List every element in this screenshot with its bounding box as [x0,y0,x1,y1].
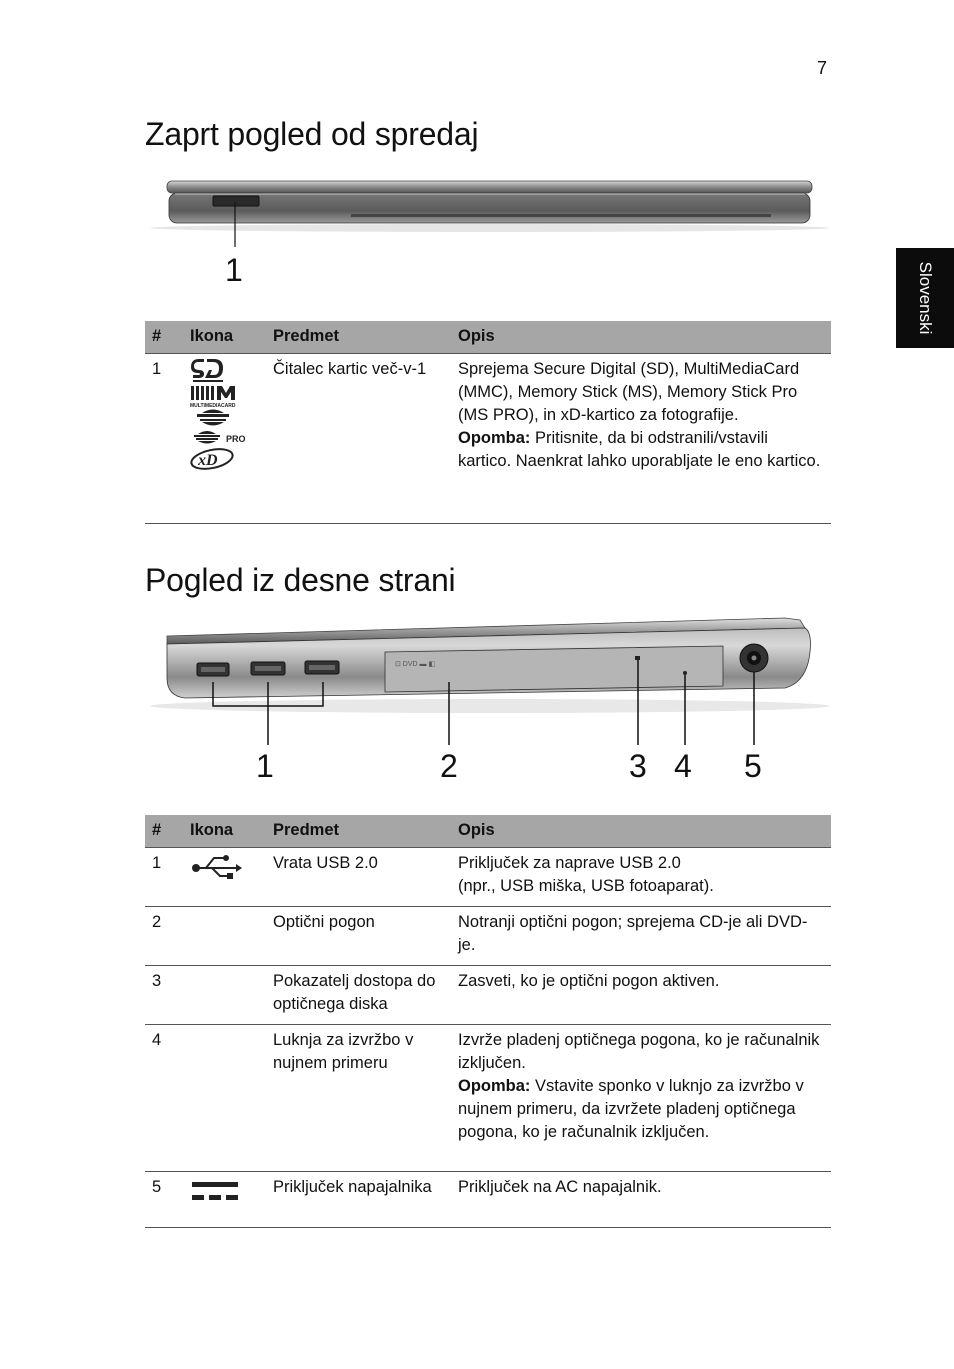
table-row [145,353,831,523]
card-reader-icons [190,358,250,470]
header-num: # [145,321,183,353]
xd-label: xD [198,451,218,469]
row-item: Pokazatelj dostopa do optičnega diska [266,965,451,1024]
row-icon [183,847,266,906]
header-desc: Opis [451,321,831,353]
note-text: Vstavite sponko v luknjo za izvržbo v nujnem primeru, da izvržete pladenj optičnega pogona, ko je računalnik izključen. [458,1076,804,1141]
desc-text: Izvrže pladenj optičnega pogona, ko je računalnik izključen. [458,1030,820,1072]
sd-card-icon [191,359,223,382]
row-num: 4 [145,1024,183,1171]
memory-stick-pro-icon [194,431,246,444]
row-num: 2 [145,906,183,965]
table-row [145,906,831,965]
note-text: Pritisnite, da bi odstranili/vstavili kartico. Naenkrat lahko uporabljate le eno kartico. [458,428,821,470]
front-view-illustration [145,170,830,290]
dc-power-port [740,644,768,672]
table-row [145,965,831,1024]
usb-icon [190,852,242,880]
row-icons [183,353,266,523]
row-num: 3 [145,965,183,1024]
header-icon: Ikona [183,815,266,847]
right-callout-5: 5 [744,748,762,784]
right-view-illustration [145,612,830,792]
section-title-right: Pogled iz desne strani [145,562,456,598]
right-callout-3: 3 [629,748,647,784]
svg-text:⊡ DVD ▬ ◧: ⊡ DVD ▬ ◧ [395,661,436,668]
memory-stick-icon [197,409,229,425]
optical-drive [385,646,723,692]
row-desc: Notranji optični pogon; sprejema CD-je ali DVD-je. [451,906,831,965]
table-row [145,1171,831,1227]
row-num: 1 [145,847,183,906]
desc-text: Sprejema Secure Digital (SD), MultiMediaCard (MMC), Memory Stick (MS), Memory Stick Pro (MS PRO), in xD-kartico za fotografije. [458,359,800,424]
row-desc: Zasveti, ko je optični pogon aktiven. [451,965,831,1024]
header-desc: Opis [451,815,831,847]
front-callout-1: 1 [225,252,243,288]
table-row [145,1024,831,1171]
front-view-figure [145,170,830,290]
usb-ports [197,661,339,676]
desc-line: Priključek za naprave USB 2.0 [458,853,681,872]
row-num: 5 [145,1171,183,1227]
row-item: Optični pogon [266,906,451,965]
page-number: 7 [817,58,828,78]
desc-line: (npr., USB miška, USB fotoaparat). [458,876,714,895]
right-view-table [145,815,831,1228]
row-item: Čitalec kartic več-v-1 [266,353,451,523]
right-callout-1: 1 [256,748,274,784]
note-label: Opomba: [458,1076,531,1095]
row-icon [183,1171,266,1227]
table-header-row [145,321,831,353]
row-desc [451,847,831,906]
header-item: Predmet [266,815,451,847]
table-row [145,847,831,906]
row-num: 1 [145,353,183,523]
row-desc [451,1024,831,1171]
ms-pro-label: PRO [226,433,246,444]
table-header-row [145,815,831,847]
row-icon [183,906,266,965]
right-callout-2: 2 [440,748,458,784]
row-icon [183,965,266,1024]
right-callout-4: 4 [674,748,692,784]
right-view-figure [145,612,830,792]
language-tab [896,248,954,348]
row-item: Vrata USB 2.0 [266,847,451,906]
header-icon: Ikona [183,321,266,353]
row-desc: Priključek na AC napajalnik. [451,1171,831,1227]
dc-power-icon [190,1176,242,1206]
row-item: Priključek napajalnika [266,1171,451,1227]
section-title-front: Zaprt pogled od spredaj [145,116,479,152]
row-item: Luknja za izvržbo v nujnem primeru [266,1024,451,1171]
mmc-label: MULTIMEDIACARD [190,402,236,409]
note-label: Opomba: [458,428,531,447]
xd-card-icon [190,445,234,469]
header-num: # [145,815,183,847]
row-icon [183,1024,266,1171]
language-tab-label: Slovenski [916,261,935,335]
multimediacard-icon [190,386,236,409]
row-desc [451,353,831,523]
header-item: Predmet [266,321,451,353]
front-view-table [145,321,831,524]
